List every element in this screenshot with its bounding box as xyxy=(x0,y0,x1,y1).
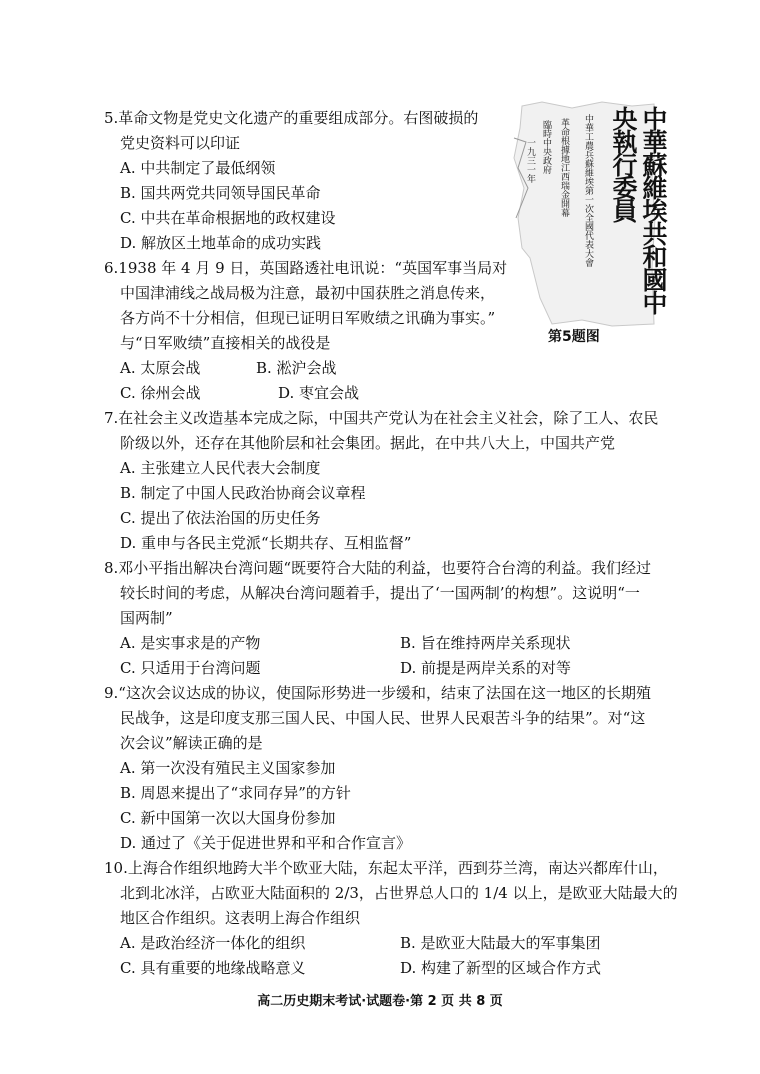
q5-stem-line-1: 5.革命文物是党史文化遗产的重要组成部分。右图破损的 xyxy=(104,109,479,127)
figure-small-col-4: 一九三一年 xyxy=(525,138,535,183)
q5-option-d: D. 解放区土地革命的成功实践 xyxy=(120,234,322,252)
q9-option-c: C. 新中国第一次以大国身份参加 xyxy=(120,809,336,827)
q8-option-d: D. 前提是两岸关系的对等 xyxy=(400,659,572,677)
q10-stem-line-2: 北到北冰洋，占欧亚大陆面积的 2/3，占世界总人口的 1/4 以上，是欧亚大陆最大的 xyxy=(120,884,678,902)
q5-option-a: A. 中共制定了最低纲领 xyxy=(120,159,276,177)
figure-big-heading: 中華蘇維埃共和國中央執行委員 xyxy=(609,106,668,313)
q10-option-a: A. 是政治经济一体化的组织 xyxy=(120,934,306,952)
q9-stem-line-2: 民战争，这是印度支那三国人民、中国人民、世界人民艰苦斗争的结果”。对“这 xyxy=(120,709,646,727)
q5-option-c: C. 中共在革命根据地的政权建设 xyxy=(120,209,336,227)
figure-small-col-3: 臨時中央政府 xyxy=(541,120,551,174)
q8-option-c: C. 只适用于台湾问题 xyxy=(120,659,261,677)
q6-option-c: C. 徐州会战 xyxy=(120,384,201,402)
q10-option-b: B. 是欧亚大陆最大的军事集团 xyxy=(400,934,601,952)
q5-figure-torn-document xyxy=(512,98,668,330)
q6-stem-line-1: 6.1938 年 4 月 9 日，英国路透社电讯说：“英国军事当局对 xyxy=(104,259,508,277)
q7-option-c: C. 提出了依法治国的历史任务 xyxy=(120,509,321,527)
q9-option-d: D. 通过了《关于促进世界和平和合作宣言》 xyxy=(120,834,412,852)
q9-stem-line-3: 次会议”解读正确的是 xyxy=(120,734,263,752)
q8-stem-line-2: 较长时间的考虑，从解决台湾问题着手，提出了‘一国两制’的构想”。这说明“一 xyxy=(120,584,640,602)
figure-caption: 第5题图 xyxy=(548,329,600,345)
q8-option-b: B. 旨在维持两岸关系现状 xyxy=(400,634,571,652)
q9-option-a: A. 第一次没有殖民主义国家参加 xyxy=(120,759,336,777)
q7-stem-line-1: 7.在社会主义改造基本完成之际，中国共产党认为在社会主义社会，除了工人、农民 xyxy=(104,409,659,427)
q7-option-a: A. 主张建立人民代表大会制度 xyxy=(120,459,321,477)
q7-option-b: B. 制定了中国人民政治协商会议章程 xyxy=(120,484,366,502)
q6-stem-line-2: 中国津浦线之战局极为注意，最初中国获胜之消息传来， xyxy=(120,284,496,302)
q6-option-d: D. 枣宜会战 xyxy=(278,384,360,402)
page-footer: 高二历史期末考试·试题卷·第 2 页 共 8 页 xyxy=(257,994,503,1009)
q7-option-d: D. 重申与各民主党派“长期共存、互相监督” xyxy=(120,534,412,552)
q10-option-d: D. 构建了新型的区域合作方式 xyxy=(400,959,602,977)
q6-option-b: B. 淞沪会战 xyxy=(256,359,337,377)
q10-option-c: C. 具有重要的地缘战略意义 xyxy=(120,959,306,977)
q9-option-b: B. 周恩来提出了“求同存异”的方针 xyxy=(120,784,351,802)
q10-stem-line-3: 地区合作组织。这表明上海合作组织 xyxy=(120,909,361,927)
q6-option-a: A. 太原会战 xyxy=(120,359,201,377)
q5-option-b: B. 国共两党共同领导国民革命 xyxy=(120,184,321,202)
figure-small-col-1: 中華工農兵蘇維埃第一次全國代表大會 xyxy=(583,114,593,267)
q7-stem-line-2: 阶级以外，还存在其他阶层和社会集团。据此，在中共八大上，中国共产党 xyxy=(120,434,616,452)
q8-option-a: A. 是实事求是的产物 xyxy=(120,634,261,652)
q10-stem-line-1: 10.上海合作组织地跨大半个欧亚大陆，东起太平洋，西到芬兰湾，南达兴都库什山， xyxy=(104,859,668,877)
q5-stem-line-2: 党史资料可以印证 xyxy=(120,134,241,152)
q8-stem-line-1: 8.邓小平指出解决台湾问题“既要符合大陆的利益，也要符合台湾的利益。我们经过 xyxy=(104,559,651,577)
q6-stem-line-3: 各方尚不十分相信，但现已证明日军败绩之讯确为事实。” xyxy=(120,309,496,327)
figure-small-col-2: 革命根據地江西瑞金開幕 xyxy=(559,118,569,217)
q8-stem-line-3: 国两制” xyxy=(120,609,173,627)
q6-stem-line-4: 与“日军败绩”直接相关的战役是 xyxy=(120,334,331,352)
q9-stem-line-1: 9.“这次会议达成的协议，使国际形势进一步缓和，结束了法国在这一地区的长期殖 xyxy=(104,684,651,702)
